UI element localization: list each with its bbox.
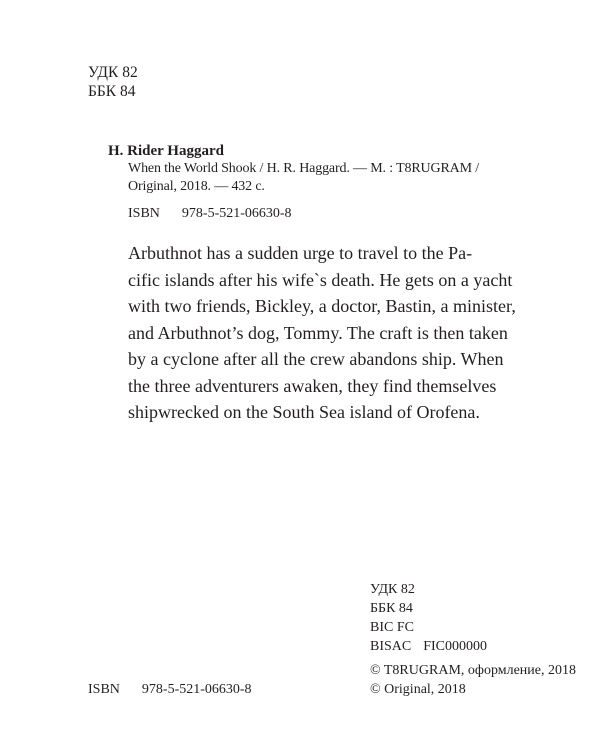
isbn-label: ISBN xyxy=(128,206,160,221)
udk-code: УДК 82 xyxy=(370,582,415,597)
isbn-bottom xyxy=(88,680,252,699)
isbn-top xyxy=(128,205,292,223)
top-classification-codes xyxy=(88,63,138,101)
classification-block xyxy=(370,580,487,656)
annotation-line: Arbuthnot has a sudden urge to travel to the Pa- xyxy=(128,243,473,263)
isbn-label: ISBN xyxy=(88,682,120,697)
bisac-label: BISAC xyxy=(370,639,412,654)
bbk-code: ББК 84 xyxy=(370,601,413,616)
bibliographic-line-1: When the World Shook / H. R. Haggard. — M. : T8RUGRAM / xyxy=(128,161,479,176)
isbn-number: 978-5-521-06630-8 xyxy=(141,682,252,697)
bisac-code xyxy=(370,637,487,656)
bbk-code: ББК 84 xyxy=(88,83,136,100)
bisac-value: FIC000000 xyxy=(423,639,488,654)
isbn-number: 978-5-521-06630-8 xyxy=(181,206,292,221)
copyright-line-1: © T8RUGRAM, оформление, 2018 xyxy=(370,663,577,678)
annotation-paragraph xyxy=(128,240,516,426)
bibliographic-line-2: Original, 2018. — 432 c. xyxy=(128,179,265,194)
annotation-line: shipwrecked on the South Sea island of Orofena. xyxy=(128,402,480,422)
author-name: H. Rider Haggard xyxy=(108,143,224,159)
annotation-line: with two friends, Bickley, a doctor, Bastin, a minister, xyxy=(128,296,516,316)
copyright-line-2: © Original, 2018 xyxy=(370,682,466,697)
bibliographic-description xyxy=(128,160,479,196)
annotation-line: and Arbuthnot’s dog, Tommy. The craft is then taken xyxy=(128,322,508,343)
annotation-line: cific islands after his wife`s death. He gets on a yacht xyxy=(128,269,513,290)
bic-code: BIC FC xyxy=(370,620,414,635)
annotation-line: the three adventurers awaken, they find themselves xyxy=(128,375,497,396)
udk-code: УДК 82 xyxy=(88,64,138,81)
copyright-block xyxy=(370,661,576,699)
annotation-line: by a cyclone after all the crew abandons ship. When xyxy=(128,349,504,369)
